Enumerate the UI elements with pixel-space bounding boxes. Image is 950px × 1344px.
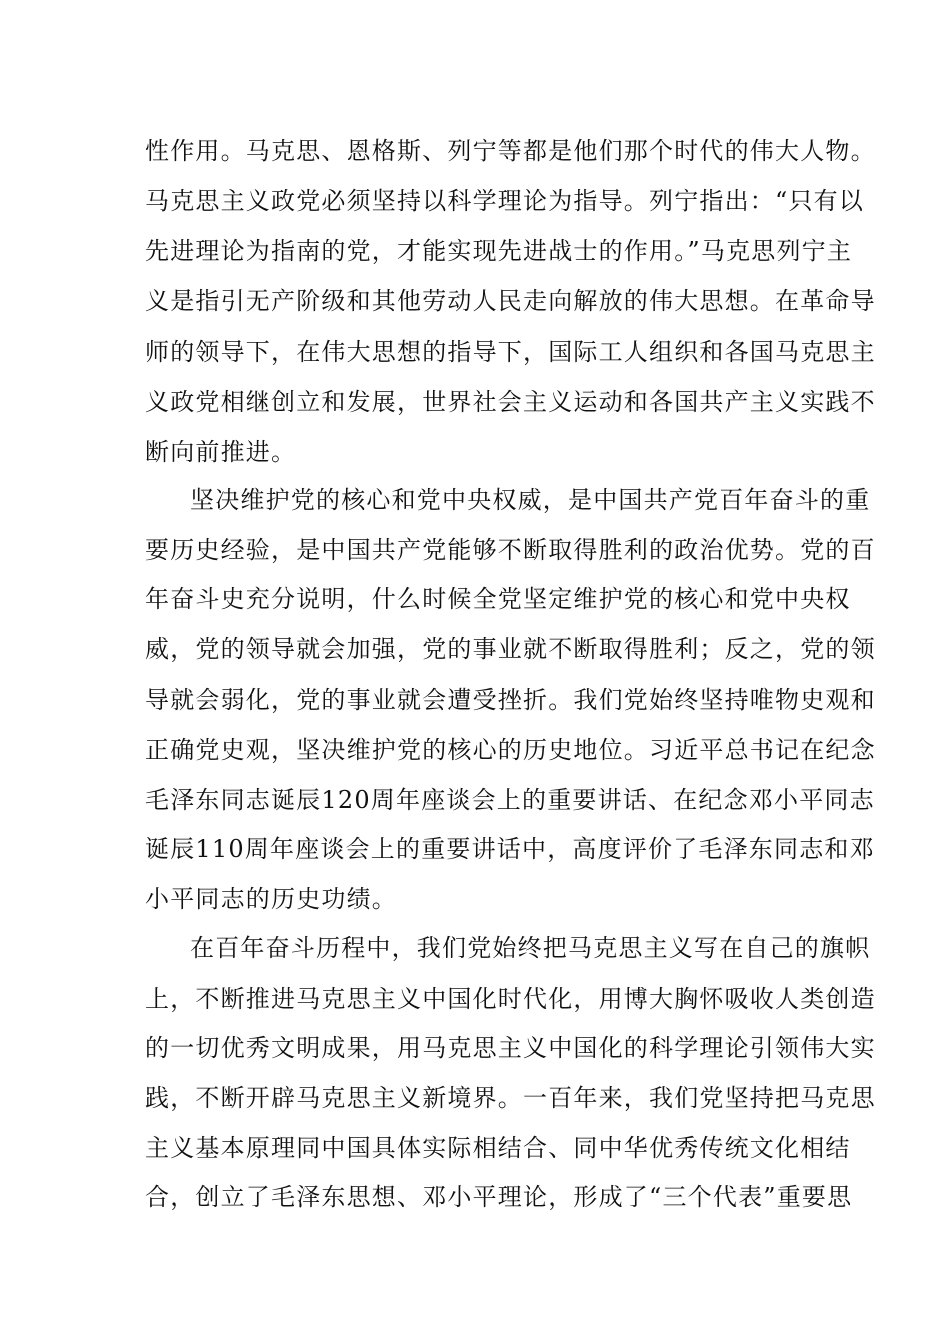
text-line: 义是指引无产阶级和其他劳动人民走向解放的伟大思想。在革命导: [145, 287, 876, 315]
text-line: 上，不断推进马克思主义中国化时代化，用博大胸怀吸收人类创造: [145, 985, 876, 1013]
text-line: 要历史经验，是中国共产党能够不断取得胜利的政治优势。党的百: [145, 536, 876, 564]
text-line: 导就会弱化，党的事业就会遭受挫折。我们党始终坚持唯物史观和: [145, 686, 876, 714]
text-line: 先进理论为指南的党，才能实现先进战士的作用。”马克思列宁主: [145, 237, 853, 265]
text-line: 合，创立了毛泽东思想、邓小平理论，形成了“三个代表”重要思: [145, 1183, 853, 1211]
paragraph-first-line: 坚决维护党的核心和党中央权威，是中国共产党百年奋斗的重: [190, 486, 871, 514]
text-line: 的一切优秀文明成果，用马克思主义中国化的科学理论引领伟大实: [145, 1034, 876, 1062]
text-line: 义政党相继创立和发展，世界社会主义运动和各国共产主义实践不: [145, 388, 876, 416]
text-line: 主义基本原理同中国具体实际相结合、同中华优秀传统文化相结: [145, 1134, 851, 1162]
text-line: 正确党史观，坚决维护党的核心的历史地位。习近平总书记在纪念: [145, 736, 876, 764]
text-line: 马克思主义政党必须坚持以科学理论为指导。列宁指出：“只有以: [145, 187, 865, 215]
text-line: 毛泽东同志诞辰120周年座谈会上的重要讲话、在纪念邓小平同志: [145, 786, 875, 814]
text-line: 性作用。马克思、恩格斯、列宁等都是他们那个时代的伟大人物。: [145, 137, 876, 165]
text-line: 诞辰110周年座谈会上的重要讲话中，高度评价了毛泽东同志和邓: [145, 835, 875, 863]
text-line: 践，不断开辟马克思主义新境界。一百年来，我们党坚持把马克思: [145, 1084, 876, 1112]
text-line: 小平同志的历史功绩。: [145, 885, 397, 913]
text-line: 师的领导下，在伟大思想的指导下，国际工人组织和各国马克思主: [145, 338, 876, 366]
text-line: 威，党的领导就会加强，党的事业就不断取得胜利；反之，党的领: [145, 635, 876, 663]
paragraph-first-line: 在百年奋斗历程中，我们党始终把马克思主义写在自己的旗帜: [190, 934, 871, 962]
text-line: 断向前推进。: [145, 438, 297, 466]
text-line: 年奋斗史充分说明，什么时候全党坚定维护党的核心和党中央权: [145, 585, 851, 613]
